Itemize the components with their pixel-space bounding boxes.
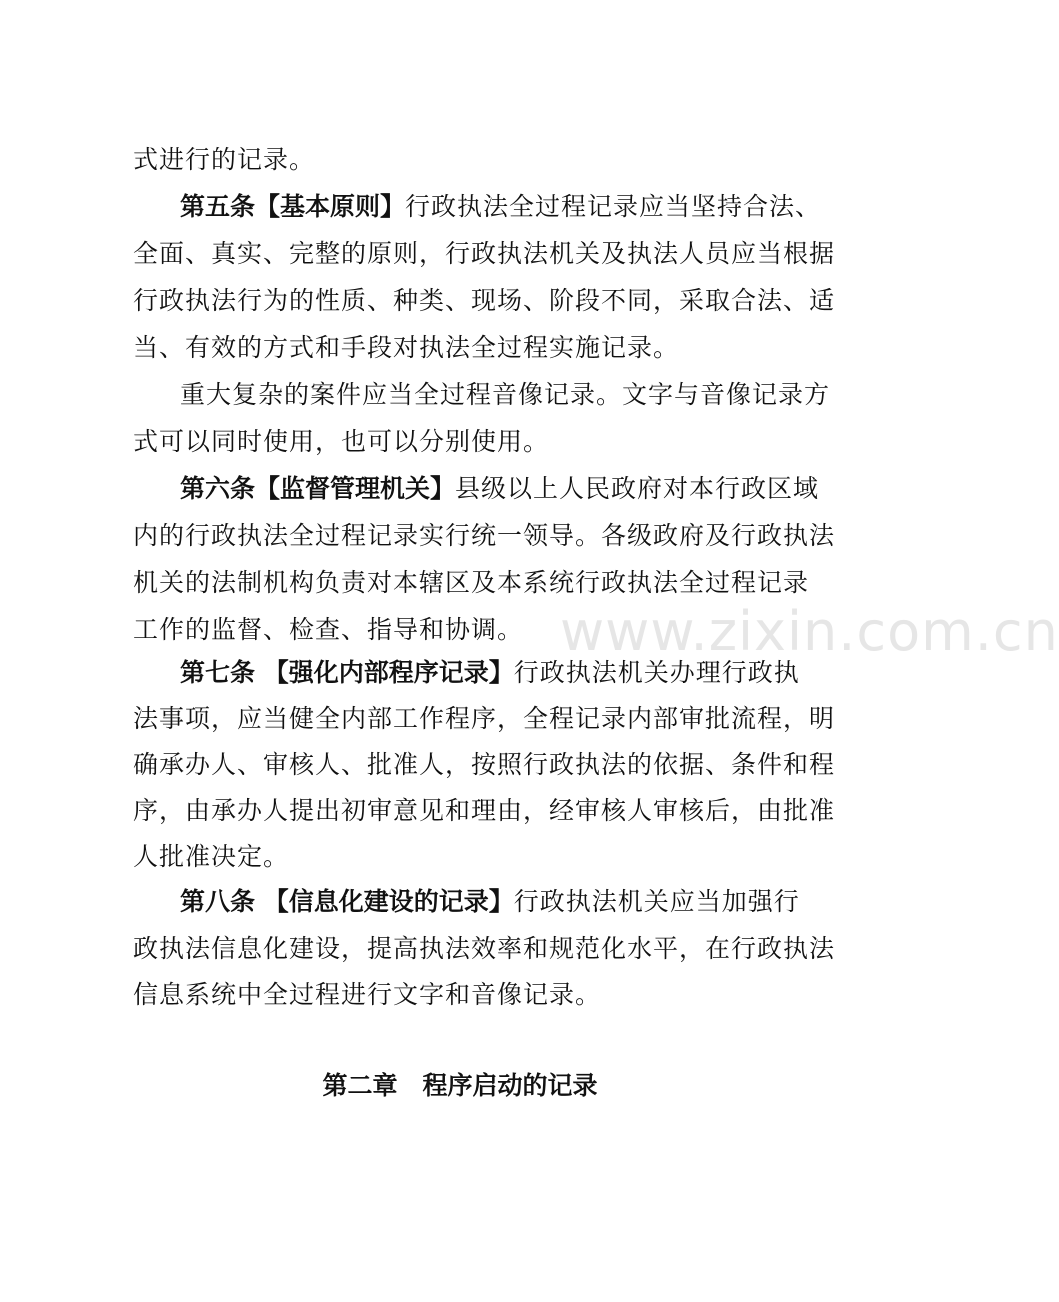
text-line xyxy=(133,750,836,780)
line-text: 法事项，应当健全内部工作程序，全程记录内部审批流程，明 xyxy=(133,704,836,733)
text-line xyxy=(133,842,793,872)
line-text: 重大复杂的案件应当全过程音像记录。文字与音像记录方 xyxy=(180,380,831,409)
line-text: 全面、真实、完整的原则，行政执法机关及执法人员应当根据 xyxy=(133,239,836,268)
text-line xyxy=(133,333,793,363)
line-text: 信息系统中全过程进行文字和音像记录。 xyxy=(133,980,602,1009)
article-6-heading-line xyxy=(180,474,840,504)
watermark: www.zixin.com.cn xyxy=(560,600,1059,663)
article-8-title: 第八条 【信息化建设的记录】 xyxy=(180,887,514,916)
line-text: 县级以上人民政府对本行政区域 xyxy=(455,474,820,503)
line-text: 行政执法全过程记录应当坚持合法、 xyxy=(405,192,822,221)
line-text: 工作的监督、检查、指导和协调。 xyxy=(133,615,524,644)
line-text: 序，由承办人提出初审意见和理由，经审核人审核后，由批准 xyxy=(133,796,836,825)
article-7-heading-line xyxy=(180,658,840,688)
line-text: 当、有效的方式和手段对执法全过程实施记录。 xyxy=(133,333,680,362)
text-line xyxy=(133,145,793,175)
line-text: 机关的法制机构负责对本辖区及本系统行政执法全过程记录 xyxy=(133,568,810,597)
text-line xyxy=(133,934,836,964)
line-text: 式进行的记录。 xyxy=(133,145,316,174)
chapter-title: 第二章 程序启动的记录 xyxy=(322,1071,598,1100)
text-line xyxy=(133,521,836,551)
article-7-title: 第七条 【强化内部程序记录】 xyxy=(180,658,514,687)
article-8-heading-line xyxy=(180,887,840,917)
text-line xyxy=(133,796,836,826)
text-line xyxy=(133,615,793,645)
text-line xyxy=(133,239,836,269)
article-5-title: 第五条【基本原则】 xyxy=(180,192,406,221)
text-line xyxy=(133,427,793,457)
line-text: 行政执法机关办理行政执 xyxy=(513,658,800,687)
line-text: 行政执法机关应当加强行 xyxy=(513,887,800,916)
line-text: 式可以同时使用，也可以分别使用。 xyxy=(133,427,550,456)
text-line xyxy=(133,704,836,734)
text-line xyxy=(133,568,810,598)
text-line xyxy=(180,380,840,410)
text-line xyxy=(133,980,793,1010)
line-text: 确承办人、审核人、批准人，按照行政执法的依据、条件和程 xyxy=(133,750,836,779)
line-text: 政执法信息化建设，提高执法效率和规范化水平，在行政执法 xyxy=(133,934,836,963)
text-line xyxy=(133,286,836,316)
article-6-title: 第六条【监督管理机关】 xyxy=(180,474,456,503)
line-text: 内的行政执法全过程记录实行统一领导。各级政府及行政执法 xyxy=(133,521,836,550)
article-5-heading-line xyxy=(180,192,840,222)
line-text: 行政执法行为的性质、种类、现场、阶段不同，采取合法、适 xyxy=(133,286,836,315)
line-text: 人批准决定。 xyxy=(133,842,290,871)
